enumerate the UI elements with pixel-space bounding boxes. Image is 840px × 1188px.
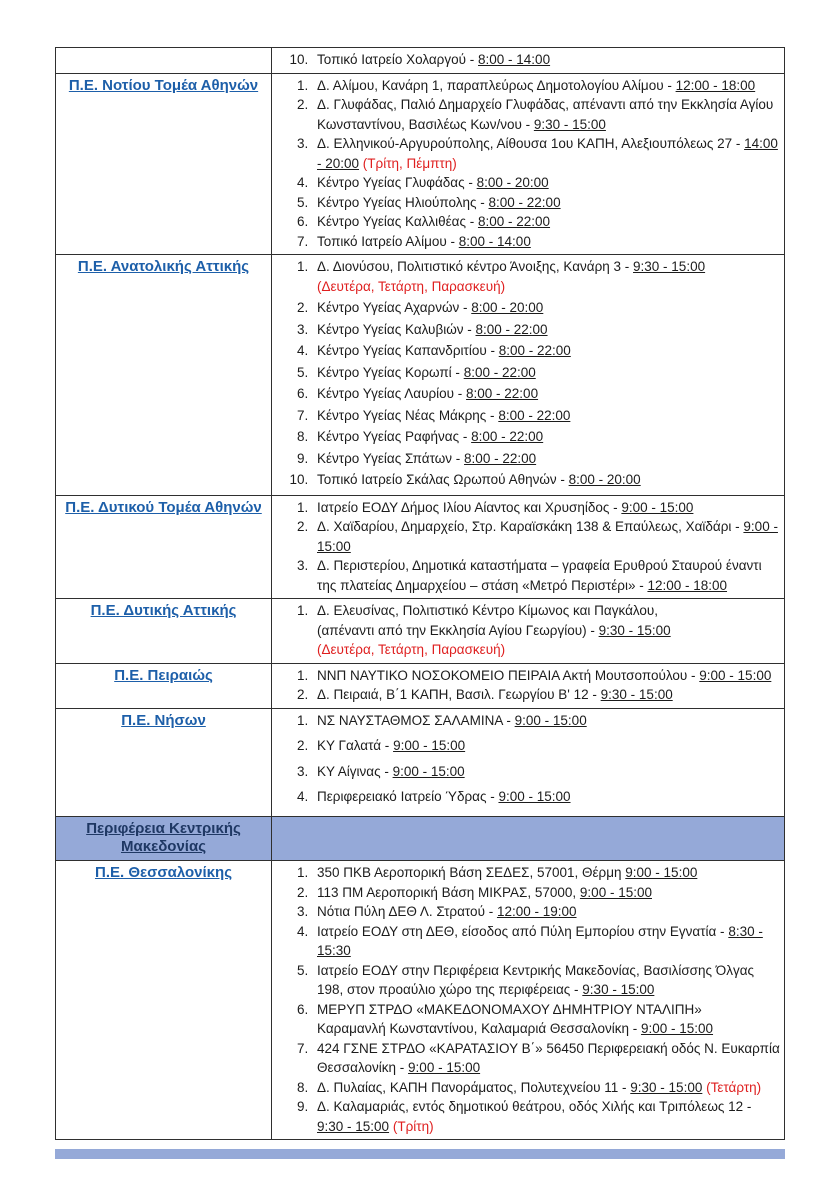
location-item — [312, 1000, 780, 1039]
location-text: Κέντρο Υγείας Αχαρνών - — [317, 300, 472, 315]
items-cell — [272, 255, 785, 496]
opening-hours: 12:00 - 18:00 — [675, 77, 756, 93]
location-text: Δ. Πειραιά, Β΄1 ΚΑΠΗ, Βασιλ. Γεωργίου Β' 12 - — [317, 687, 601, 702]
region-cell — [56, 708, 272, 816]
days-note: (Τρίτη) — [392, 1118, 434, 1134]
table-row — [56, 663, 785, 708]
location-item — [312, 711, 780, 731]
location-item — [312, 498, 780, 518]
opening-hours: 8:00 - 22:00 — [498, 407, 571, 423]
location-text: ΝΣ ΝΑΥΣΤΑΘΜΟΣ ΣΑΛΑΜΙΝΑ - — [317, 712, 515, 728]
region-cell — [56, 495, 272, 599]
location-item — [312, 922, 780, 961]
opening-hours: 8:00 - 22:00 — [466, 386, 539, 401]
table-row — [56, 708, 785, 816]
days-note: (Τετάρτη) — [706, 1079, 762, 1095]
table-row — [56, 255, 785, 496]
opening-hours: 8:00 - 20:00 — [471, 300, 544, 315]
location-item — [312, 363, 780, 383]
opening-hours: 9:00 - 15:00 — [498, 789, 571, 804]
location-item — [312, 427, 780, 447]
location-item — [312, 902, 780, 922]
opening-hours: 8:30 - 15:30 — [317, 923, 763, 958]
location-text: Δ. Ελευσίνας, Πολιτιστικό Κέντρο Κίμωνος και Παγκάλου, — [317, 603, 659, 618]
location-text: Τοπικό Ιατρείο Χολαργού - — [317, 52, 479, 67]
location-list — [272, 257, 780, 490]
opening-hours: 9:30 - 15:00 — [600, 687, 673, 702]
location-text: Κέντρο Υγείας Ηλιούπολης - — [317, 194, 489, 210]
items-cell — [272, 599, 785, 664]
location-item — [312, 193, 780, 213]
region-cell — [56, 73, 272, 255]
location-item — [312, 1039, 780, 1078]
location-text: Κέντρο Υγείας Καπανδριτίου - — [317, 343, 499, 358]
location-item — [312, 666, 780, 686]
opening-hours: 9:30 - 15:00 — [317, 1118, 390, 1134]
locations-table-body — [56, 48, 785, 1140]
items-cell — [272, 495, 785, 599]
table-row — [56, 816, 785, 861]
location-item — [312, 762, 780, 782]
items-cell — [272, 663, 785, 708]
location-item — [312, 406, 780, 426]
location-list — [272, 76, 780, 252]
region-label: Π.Ε. Θεσσαλονίκης — [94, 864, 233, 881]
location-item — [312, 232, 780, 252]
opening-hours: 9:30 - 15:00 — [598, 622, 671, 638]
region-cell — [56, 816, 272, 861]
location-text: ΝΝΠ ΝΑΥΤΙΚΟ ΝΟΣΟΚΟΜΕΙΟ ΠΕΙΡΑΙΑ Ακτή Μουτσοπούλου - — [317, 667, 700, 683]
location-text: Δ. Αλίμου, Κανάρη 1, παραπλεύρως Δημοτολογίου Αλίμου - — [317, 77, 676, 93]
location-item — [312, 736, 780, 756]
location-item — [312, 298, 780, 318]
location-item — [312, 1078, 780, 1098]
region-cell — [56, 861, 272, 1140]
location-text: Κέντρο Υγείας Νέας Μάκρης - — [317, 407, 499, 423]
location-list — [272, 50, 780, 70]
location-text: Κέντρο Υγείας Καλυβιών - — [317, 321, 476, 337]
location-item — [312, 685, 780, 705]
days-note: (Δευτέρα, Τετάρτη, Παρασκευή) — [317, 278, 506, 294]
location-item — [312, 517, 780, 556]
table-row — [56, 73, 785, 255]
location-item — [312, 961, 780, 1000]
table-row — [56, 495, 785, 599]
opening-hours: 9:00 - 15:00 — [579, 884, 652, 900]
location-item — [312, 95, 780, 134]
opening-hours: 9:00 - 15:00 — [393, 738, 466, 753]
opening-hours: 8:00 - 22:00 — [475, 321, 548, 337]
location-text: Ιατρείο ΕΟΔΥ στη ΔΕΘ, είσοδος από Πύλη Εμπορίου στην Εγνατία - — [317, 923, 729, 939]
location-text: Κέντρο Υγείας Σπάτων - — [317, 450, 465, 466]
next-page-row-sliver — [55, 1149, 785, 1159]
location-text: (απέναντι από την Εκκλησία Αγίου Γεωργίου) - — [317, 622, 599, 638]
opening-hours: 9:00 - 15:00 — [392, 763, 465, 779]
location-item — [312, 173, 780, 193]
region-label: Π.Ε. Ανατολικής Αττικής — [77, 258, 250, 275]
region-cell — [56, 599, 272, 664]
table-row — [56, 599, 785, 664]
region-label: Π.Ε. Νήσων — [121, 711, 206, 729]
opening-hours: 14:00 - 20:00 — [317, 136, 778, 171]
opening-hours: 12:00 - 18:00 — [647, 577, 728, 593]
location-text: Κέντρο Υγείας Καλλιθέας - — [317, 214, 478, 229]
opening-hours: 12:00 - 19:00 — [496, 904, 577, 919]
location-text: Δ. Ελληνικού-Αργυρούπολης, Αίθουσα 1ου ΚΑΠΗ, Αλεξιουπόλεως 27 - — [317, 136, 745, 151]
location-list — [272, 711, 780, 807]
region-cell — [56, 663, 272, 708]
location-text: Κέντρο Υγείας Κορωπί - — [317, 364, 464, 380]
location-text: Περιφερειακό Ιατρείο Ύδρας - — [317, 789, 499, 804]
opening-hours: 9:00 - 15:00 — [514, 712, 587, 728]
opening-hours: 9:30 - 15:00 — [633, 259, 706, 274]
location-text: Δ. Καλαμαριάς, εντός δημοτικού θεάτρου, οδός Χιλής και Τριπόλεως 12 - — [317, 1099, 752, 1114]
items-cell — [272, 73, 785, 255]
location-text: Νότια Πύλη ΔΕΘ Λ. Στρατού - — [317, 904, 497, 919]
location-list — [272, 498, 780, 596]
opening-hours: 9:00 - 15:00 — [625, 865, 698, 880]
location-item — [312, 257, 780, 296]
location-list — [272, 863, 780, 1136]
items-cell — [272, 48, 785, 74]
location-text: Δ. Διονύσου, Πολιτιστικό κέντρο Άνοιξης, Κανάρη 3 - — [317, 259, 634, 274]
region-label: Π.Ε. Δυτικού Τομέα Αθηνών — [65, 498, 262, 516]
location-text: Καραμανλή Κωνσταντίνου, Καλαμαριά Θεσσαλονίκη - — [317, 1021, 641, 1036]
location-text: ΜΕΡΥΠ ΣΤΡΔΟ «ΜΑΚΕΔΟΝΟΜΑΧΟΥ ΔΗΜΗΤΡΙΟΥ ΝΤΑΛΙΠΗ» — [317, 1001, 702, 1017]
items-cell — [272, 816, 785, 861]
location-item — [312, 787, 780, 807]
location-text: Τοπικό Ιατρείο Αλίμου - — [317, 233, 459, 249]
opening-hours: 9:00 - 15:00 — [621, 499, 694, 515]
location-text: Ιατρείο ΕΟΔΥ Δήμος Ιλίου Αίαντος και Χρυσηίδος - — [317, 499, 622, 515]
location-text: Δ. Πυλαίας, ΚΑΠΗ Πανοράματος, Πολυτεχνείου 11 - — [317, 1079, 631, 1095]
opening-hours: 9:30 - 15:00 — [582, 982, 655, 997]
location-list — [272, 601, 780, 660]
location-item — [312, 50, 780, 70]
opening-hours: 9:00 - 15:00 — [317, 519, 778, 554]
items-cell — [272, 861, 785, 1140]
location-item — [312, 556, 780, 595]
region-label: Π.Ε. Νοτίου Τομέα Αθηνών — [68, 76, 259, 94]
location-text: Τοπικό Ιατρείο Σκάλας Ωρωπού Αθηνών - — [317, 472, 569, 487]
opening-hours: 8:00 - 20:00 — [568, 472, 641, 487]
location-item — [312, 341, 780, 361]
location-text: ΚΥ Αίγινας - — [317, 763, 393, 779]
opening-hours: 8:00 - 14:00 — [478, 52, 551, 67]
table-row — [56, 48, 785, 74]
location-list — [272, 666, 780, 705]
location-item — [312, 134, 780, 173]
location-text: 350 ΠΚΒ Αεροπορική Βάση ΣΕΔΕΣ, 57001, Θέρμη — [317, 865, 626, 880]
opening-hours: 9:30 - 15:00 — [533, 116, 606, 132]
location-text: ΚΥ Γαλατά - — [317, 738, 394, 753]
location-text: 424 ΓΣΝΕ ΣΤΡΔΟ «ΚΑΡΑΤΑΣΙΟΥ Β΄» 56450 Περιφερειακή οδός Ν. Ευκαρπία Θεσσαλονίκη - — [317, 1040, 780, 1075]
location-item — [312, 449, 780, 469]
region-label: Π.Ε. Πειραιώς — [114, 666, 213, 684]
locations-table — [55, 47, 785, 1140]
opening-hours: 8:00 - 22:00 — [477, 214, 551, 229]
region-label: Π.Ε. Δυτικής Αττικής — [90, 602, 237, 619]
location-item — [312, 76, 780, 96]
region-header-label: Περιφέρεια Κεντρικής Μακεδονίας — [86, 819, 241, 856]
opening-hours: 8:00 - 14:00 — [458, 233, 531, 249]
location-text: Δ. Γλυφάδας, Παλιό Δημαρχείο Γλυφάδας, απέναντι από την Εκκλησία Αγίου Κωνσταντίνου, Βασιλέως Κων/νου - — [317, 97, 774, 132]
location-text: Δ. Περιστερίου, Δημοτικά καταστήματα – γραφεία Ερυθρού Σταυρού έναντι της πλατείας Δημαρχείου – στάση «Μετρό Περιστέρι» - — [317, 558, 762, 593]
table-row — [56, 861, 785, 1140]
opening-hours: 8:00 - 22:00 — [498, 343, 571, 358]
location-text: Κέντρο Υγείας Ραφήνας - — [317, 429, 472, 444]
days-note: (Τρίτη, Πέμπτη) — [362, 155, 457, 171]
days-note: (Δευτέρα, Τετάρτη, Παρασκευή) — [317, 642, 506, 657]
opening-hours: 8:00 - 20:00 — [476, 175, 549, 190]
location-item — [312, 601, 780, 660]
opening-hours: 9:00 - 15:00 — [699, 667, 772, 683]
region-cell-empty — [56, 48, 272, 74]
location-item — [312, 863, 780, 883]
location-text: 113 ΠΜ Αεροπορική Βάση ΜΙΚΡΑΣ, 57000, — [317, 884, 580, 900]
opening-hours: 9:00 - 15:00 — [640, 1021, 714, 1036]
opening-hours: 8:00 - 22:00 — [464, 450, 537, 466]
location-text: Δ. Χαϊδαρίου, Δημαρχείο, Στρ. Καραϊσκάκη 138 & Επαύλεως, Χαϊδάρι - — [317, 519, 744, 534]
location-text: Κέντρο Υγείας Γλυφάδας - — [317, 175, 477, 190]
location-item — [312, 384, 780, 404]
location-item — [312, 470, 780, 490]
location-item — [312, 320, 780, 340]
opening-hours: 9:30 - 15:00 — [630, 1079, 703, 1095]
location-item — [312, 1097, 780, 1136]
location-item — [312, 212, 780, 232]
opening-hours: 8:00 - 22:00 — [488, 194, 561, 210]
location-item — [312, 883, 780, 903]
location-text: Ιατρείο ΕΟΔΥ στην Περιφέρεια Κεντρικής Μακεδονίας, Βασιλίσσης Όλγας 198, στον προαύλιο χώρο της περιφέρειας - — [317, 962, 755, 997]
opening-hours: 9:00 - 15:00 — [408, 1060, 481, 1075]
region-cell — [56, 255, 272, 496]
opening-hours: 8:00 - 22:00 — [463, 364, 536, 380]
opening-hours: 8:00 - 22:00 — [471, 429, 544, 444]
items-cell — [272, 708, 785, 816]
location-text: Κέντρο Υγείας Λαυρίου - — [317, 386, 467, 401]
